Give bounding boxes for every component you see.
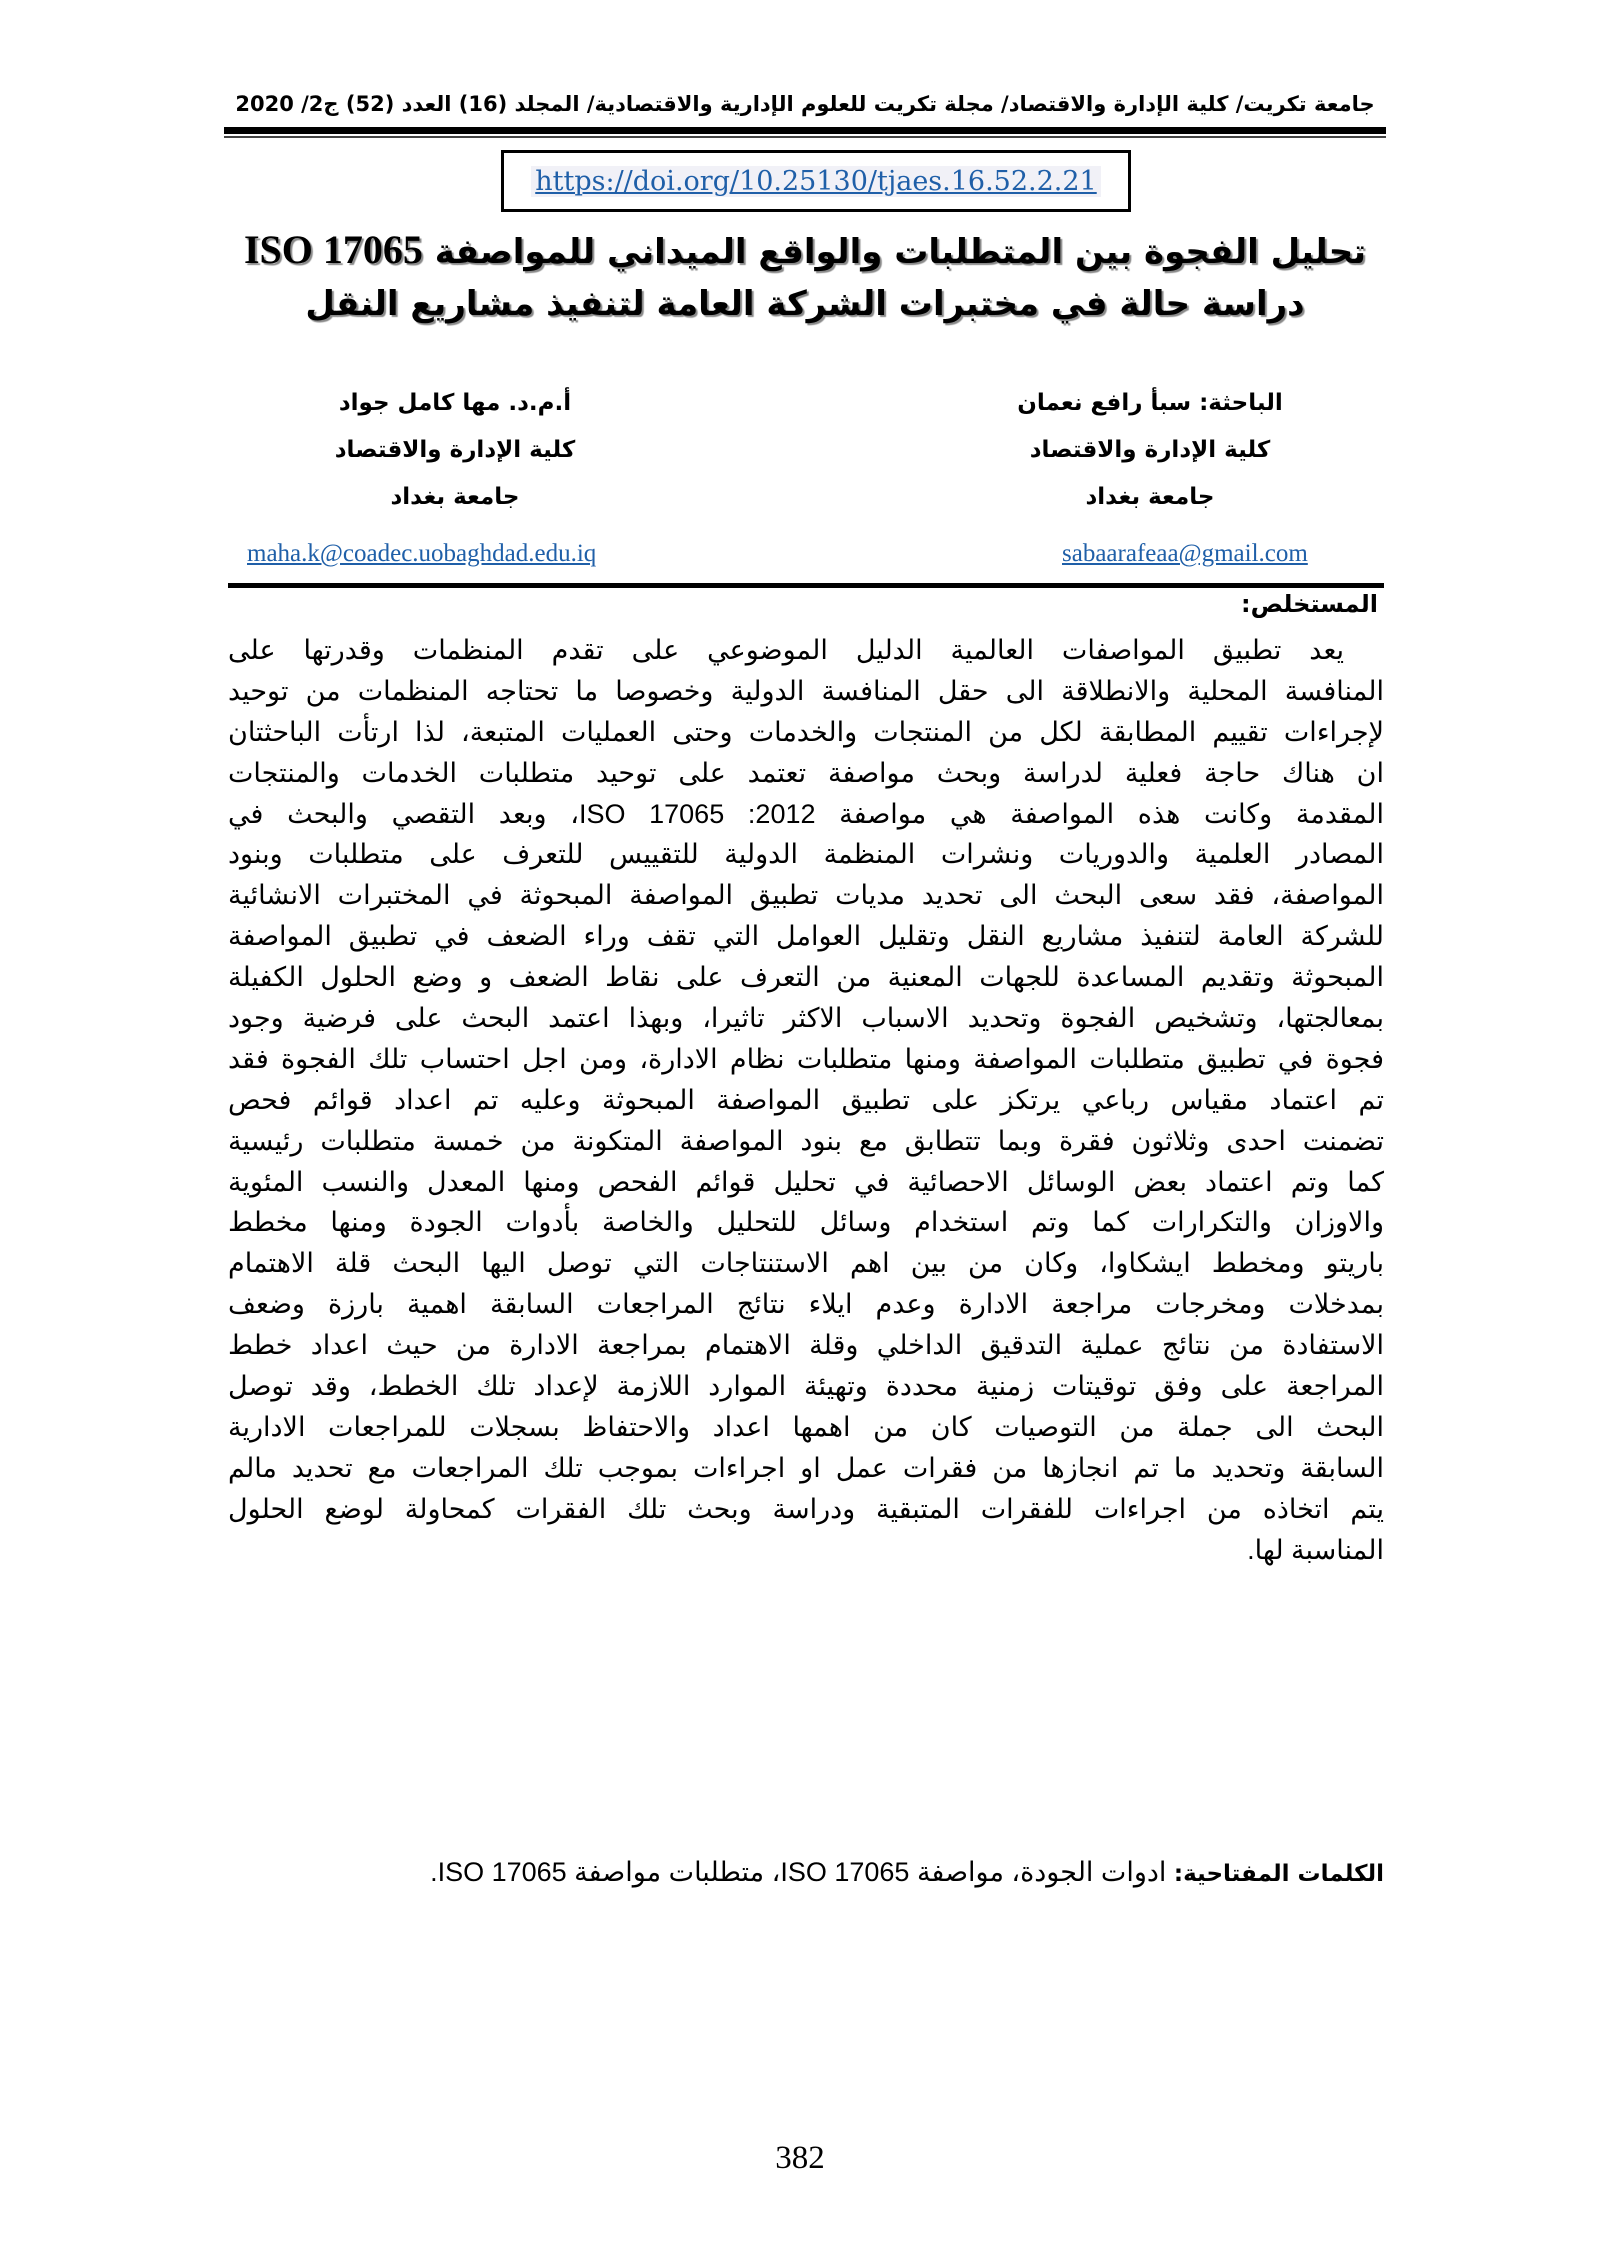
doi-box bbox=[501, 150, 1131, 212]
author-1-email[interactable]: sabaarafeaa@gmail.com bbox=[1062, 540, 1308, 567]
abstract-line: باريتو ومخطط ايشكاوا، وكان من بين اهم الاستنتاجات التي توصل اليها البحث قلة الاهتمام bbox=[228, 1248, 1384, 1279]
abstract-line: البحث الى جملة من التوصيات كان من اهمها اعداد والاحتفاظ بسجلات للمراجعات الادارية bbox=[228, 1411, 1384, 1442]
abstract-line: يعد تطبيق المواصفات العالمية الدليل الموضوعي على تقدم المنظمات وقدرتها على bbox=[228, 635, 1344, 665]
title-line-2: دراسة حالة في مختبرات الشركة العامة لتنفيذ مشاريع النقل bbox=[305, 284, 1305, 324]
abstract-line: الاستفادة من نتائج عملية التدقيق الداخلي وقلة الاهتمام بمراجعة الادارة من حيث اعداد خطط bbox=[228, 1330, 1384, 1361]
author-1-name: الباحثة: سبأ رافع نعمان bbox=[1017, 390, 1283, 416]
abstract-line: المبحوثة وتقديم المساعدة للجهات المعنية من التعرف على نقاط الضعف و وضع الحلول الكفيلة bbox=[228, 962, 1384, 993]
title-iso: ISO 17065 bbox=[243, 227, 423, 272]
author-1-university: جامعة بغداد bbox=[1085, 484, 1215, 510]
abstract-line: كما وتم اعتماد بعض الوسائل الاحصائية في تحليل قوائم الفحص ومنها المعدل والنسب المئوية bbox=[228, 1166, 1384, 1197]
author-2-name: أ.م.د. مها كامل جواد bbox=[338, 390, 572, 416]
abstract-line: المواصفة، فقد سعى البحث الى تحديد مديات تطبيق المواصفة المبحوثة في المختبرات الانشائية bbox=[228, 880, 1384, 911]
abstract-line: المصادر العلمية والدوريات ونشرات المنظمة الدولية للتقييس للتعرف على متطلبات وبنود bbox=[228, 839, 1384, 870]
author-2-university: جامعة بغداد bbox=[390, 484, 520, 510]
header-rule-thin bbox=[224, 136, 1386, 138]
doi-link[interactable]: https://doi.org/10.25130/tjaes.16.52.2.21 bbox=[531, 166, 1100, 197]
abstract-line: والاوزان والتكرارات كما وتم استخدام وسائل للتحليل والخاصة بأدوات الجودة ومنها مخطط bbox=[228, 1207, 1384, 1238]
page-number: 382 bbox=[775, 2140, 825, 2176]
abstract-line: المنافسة المحلية والانطلاقة الى حقل المنافسة الدولية وخصوصا ما تحتاجه المنظمات من توحيد bbox=[228, 675, 1384, 706]
title-line-1 bbox=[225, 226, 1385, 273]
abstract-heading: المستخلص: bbox=[1241, 590, 1378, 618]
keywords-label: الكلمات المفتاحية: bbox=[1173, 1861, 1384, 1887]
title-arabic: تحليل الفجوة بين المتطلبات والواقع الميداني للمواصفة bbox=[434, 232, 1367, 272]
author-1-college: كلية الإدارة والاقتصاد bbox=[1029, 437, 1271, 463]
abstract-line: المراجعة على وفق توقيتات زمنية محددة وتهيئة الموارد اللازمة لإعداد تلك الخطط، وقد توصل bbox=[228, 1371, 1384, 1402]
running-head: جامعة تكريت/ كلية الإدارة والاقتصاد/ مجلة تكريت للعلوم الإدارية والاقتصادية/ المجلد (16) العدد (52) ج2/ 2020 bbox=[235, 92, 1375, 116]
keywords-text: ادوات الجودة، مواصفة ISO 17065، متطلبات مواصفة ISO 17065. bbox=[430, 1857, 1174, 1887]
author-2 bbox=[255, 380, 655, 521]
abstract-line: المناسبة لها. bbox=[1247, 1534, 1384, 1565]
abstract-line: تم اعتماد مقياس رباعي يرتكز على تطبيق المواصفة المبحوثة وعليه تم اعداد قوائم فحص bbox=[228, 1084, 1384, 1115]
abstract-line: فجوة في تطبيق متطلبات المواصفة ومنها متطلبات نظام الادارة، ومن اجل احتساب تلك الفجوة فقد bbox=[228, 1043, 1384, 1074]
author-1 bbox=[950, 380, 1350, 521]
abstract-line: المقدمة وكانت هذه المواصفة هي مواصفة 2012: ISO 17065، وبعد التقصي والبحث في bbox=[228, 798, 1384, 829]
abstract-line: يتم اتخاذه من اجراءات للفقرات المتبقية ودراسة وبحث تلك الفقرات كمحاولة لوضع الحلول bbox=[228, 1493, 1384, 1524]
abstract-line: السابقة وتحديد ما تم انجازها من فقرات عمل او اجراءات بموجب تلك المراجعات مع تحديد مالم bbox=[228, 1452, 1384, 1483]
author-2-college: كلية الإدارة والاقتصاد bbox=[334, 437, 576, 463]
abstract-line: بمدخلات ومخرجات مراجعة الادارة وعدم ايلاء نتائج المراجعات السابقة اهمية بارزة وضعف bbox=[228, 1289, 1384, 1320]
header-rule-thick bbox=[224, 127, 1386, 134]
abstract-line: لإجراءات تقييم المطابقة لكل من المنتجات والخدمات وحتى العمليات المتبعة، لذا ارتأت الباحثتان bbox=[228, 716, 1384, 747]
separator-rule bbox=[228, 583, 1384, 588]
abstract-line: للشركة العامة لتنفيذ مشاريع النقل وتقليل العوامل التي تقف وراء الضعف في تطبيق المواصفة bbox=[228, 921, 1384, 952]
abstract-line: بمعالجتها، وتشخيص الفجوة وتحديد الاسباب الاكثر تاثيرا، وبهذا اعتمد البحث على فرضية وجود bbox=[228, 1003, 1384, 1034]
author-2-email[interactable]: maha.k@coadec.uobaghdad.edu.iq bbox=[247, 540, 597, 567]
abstract-line: ان هناك حاجة فعلية لدراسة وبحث مواصفة تعتمد على توحيد متطلبات الخدمات والمنتجات bbox=[228, 757, 1384, 788]
keywords bbox=[430, 1857, 1384, 1888]
abstract-body bbox=[228, 630, 1384, 1570]
abstract-line: تضمنت احدى وثلاثون فقرة وبما تتطابق مع بنود المواصفة المتكونة من خمسة متطلبات رئيسية bbox=[228, 1125, 1384, 1156]
